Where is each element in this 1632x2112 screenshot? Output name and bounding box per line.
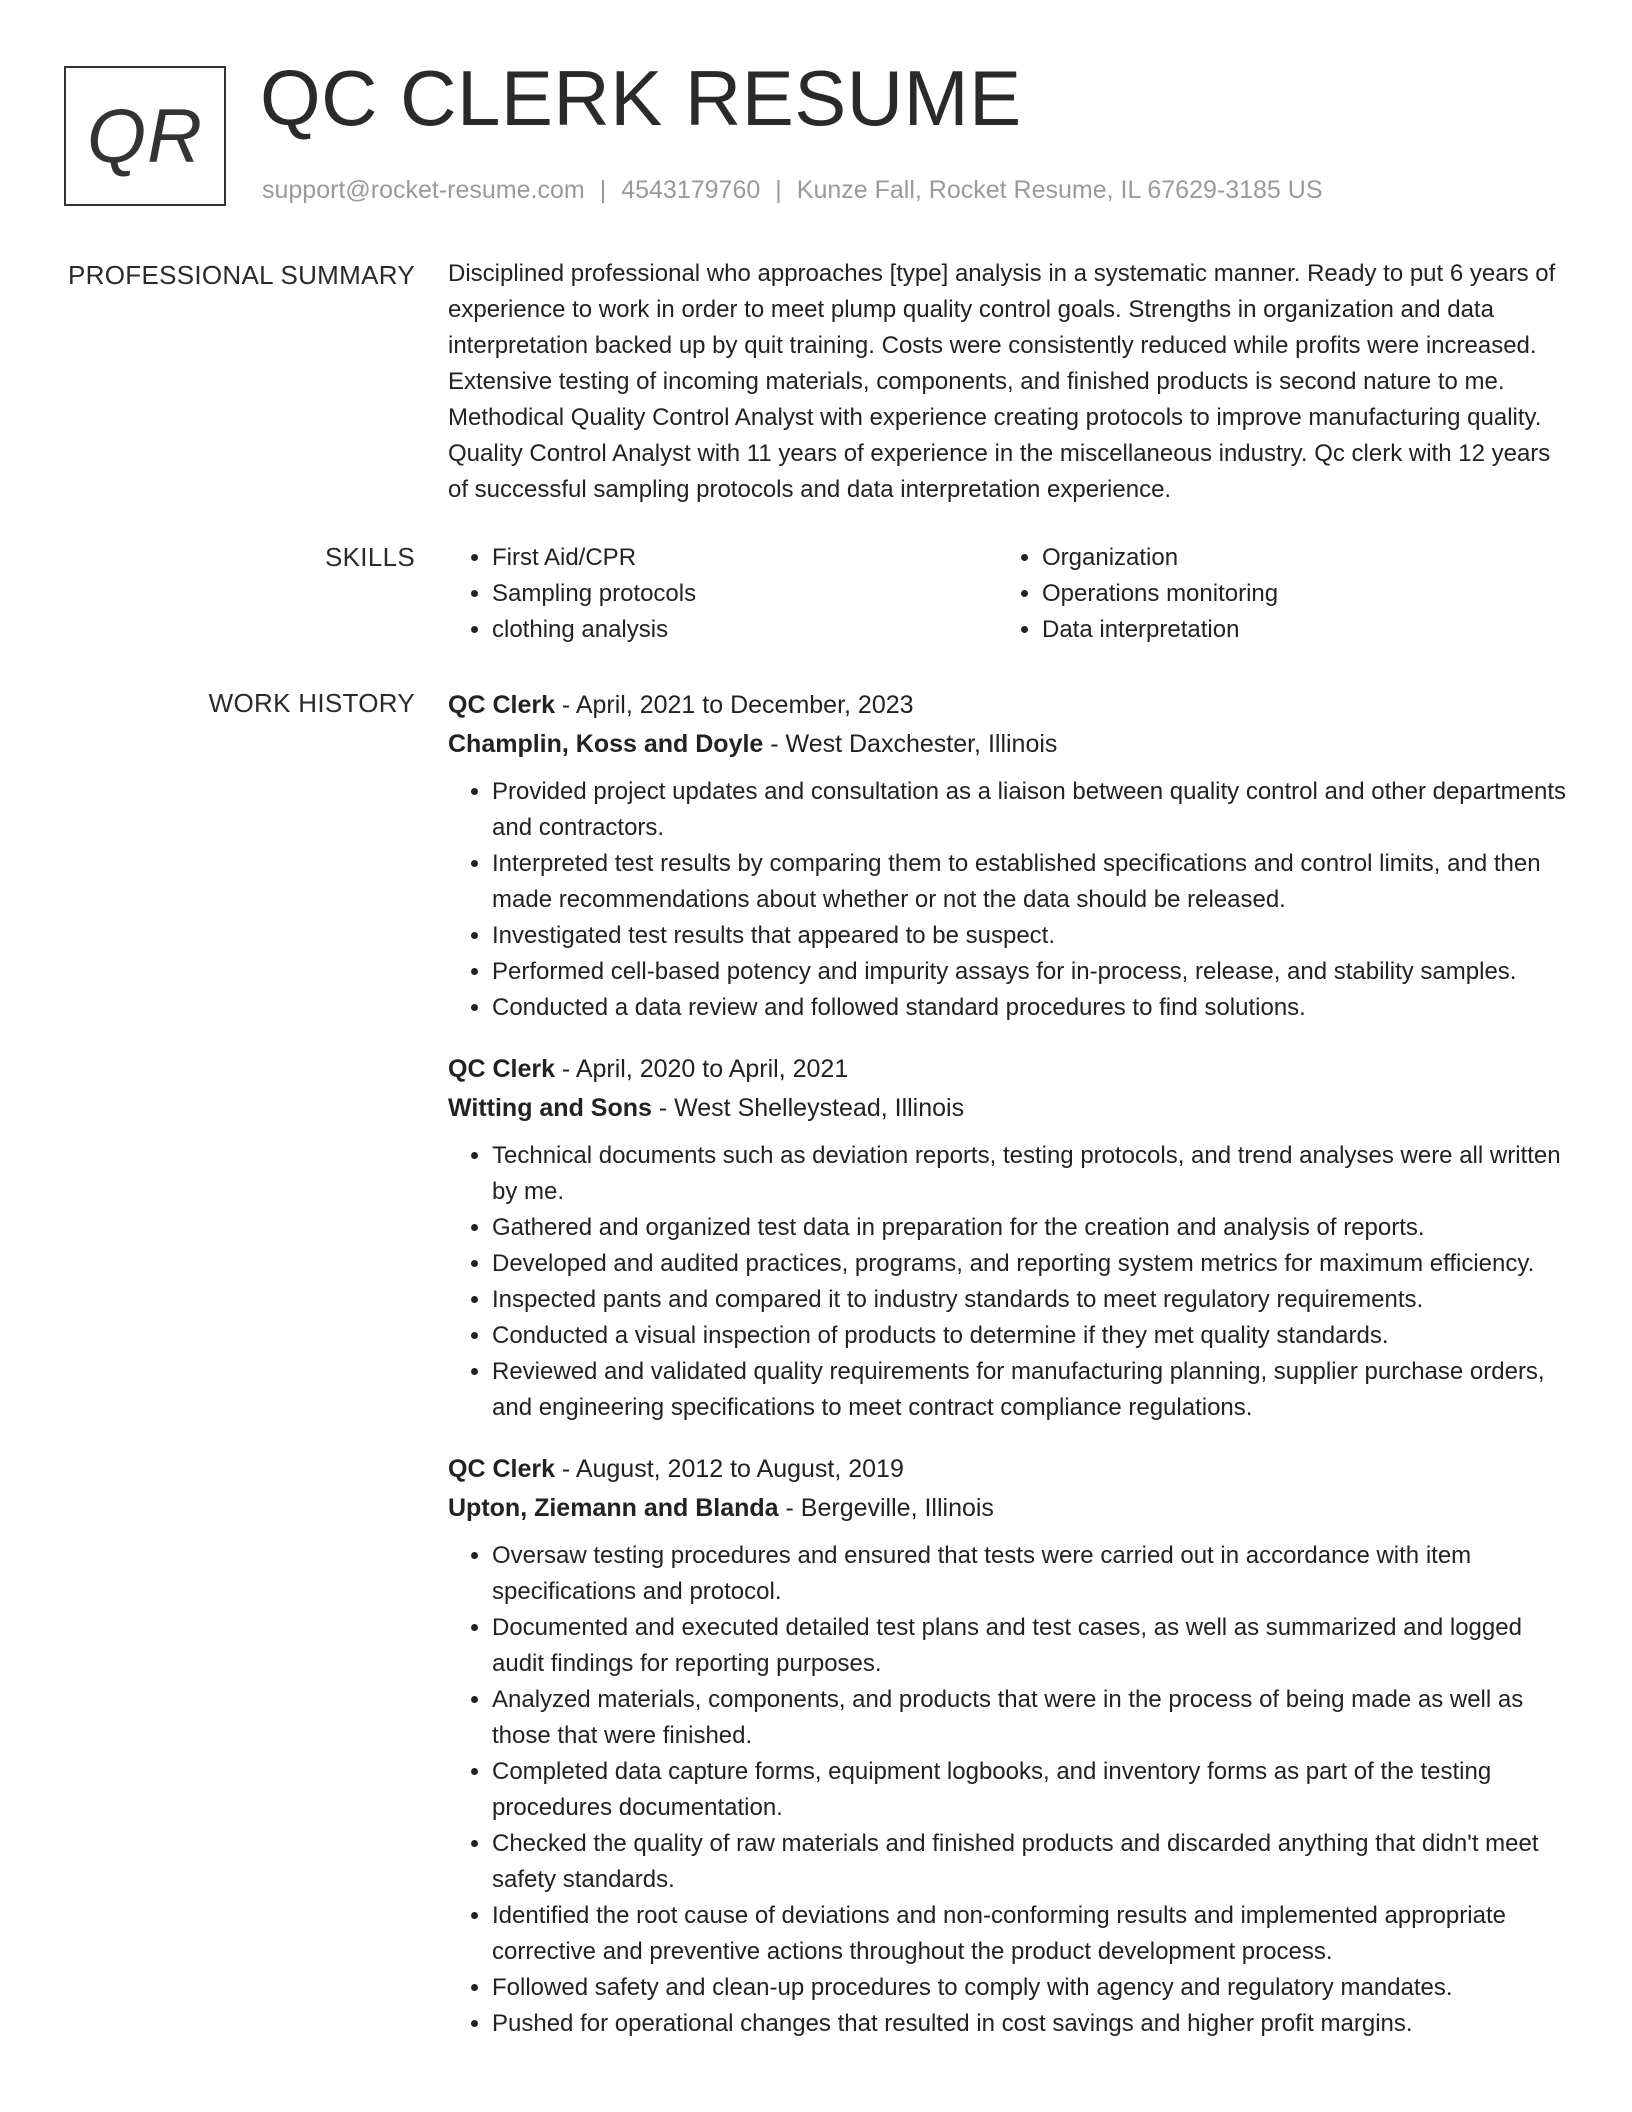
section-label-work-history: WORK HISTORY <box>208 688 415 718</box>
job-bullet: • Documented and executed detailed test plans and test cases, as well as summarized and logged audit findings for reporting purposes. <box>492 1610 1568 1682</box>
job-bullet: • Inspected pants and compared it to industry standards to meet regulatory requirements. <box>492 1282 1568 1318</box>
job-bullet: • Gathered and organized test data in preparation for the creation and analysis of reports. <box>492 1210 1568 1246</box>
job-bullets <box>448 1538 1568 2042</box>
job-bullet: • Followed safety and clean-up procedures to comply with agency and regulatory mandates. <box>492 1970 1568 2006</box>
job-company-line <box>448 724 1568 764</box>
skill-item: • Organization <box>1042 540 1548 576</box>
resume-title: QC CLERK RESUME <box>260 54 1022 142</box>
skill-item: • clothing analysis <box>492 612 998 648</box>
job-bullet: • Conducted a visual inspection of products to determine if they met quality standards. <box>492 1318 1568 1354</box>
job-bullet: • Identified the root cause of deviations and non-conforming results and implemented appropriate corrective and preventive actions throughout the product development process. <box>492 1898 1568 1970</box>
skill-item: • Data interpretation <box>1042 612 1548 648</box>
skills-columns <box>448 540 1568 648</box>
job-bullet: • Pushed for operational changes that resulted in cost savings and higher profit margins. <box>492 2006 1568 2042</box>
job-location: - West Shelleystead, Illinois <box>651 1094 965 1122</box>
job-title: QC Clerk <box>448 1455 555 1483</box>
job-title-line <box>448 686 1568 724</box>
job-bullet: • Reviewed and validated quality requirements for manufacturing planning, supplier purchase orders, and engineering specifications to meet contract compliance regulations. <box>492 1354 1568 1426</box>
job-dates: - April, 2021 to December, 2023 <box>554 691 914 719</box>
skill-item: • First Aid/CPR <box>492 540 998 576</box>
job-bullet: • Conducted a data review and followed standard procedures to find solutions. <box>492 990 1568 1026</box>
skill-item: • Sampling protocols <box>492 576 998 612</box>
job-company-line <box>448 1488 1568 1528</box>
contact-email: support@rocket-resume.com <box>262 176 585 204</box>
skills-list-right <box>998 540 1548 648</box>
job-bullets <box>448 1138 1568 1426</box>
job-entry <box>448 1050 1568 1426</box>
work-history-body <box>448 686 1568 2066</box>
contact-line <box>262 176 1323 205</box>
job-bullet: • Analyzed materials, components, and products that were in the process of being made as well as those that were finished. <box>492 1682 1568 1754</box>
job-company: Upton, Ziemann and Blanda <box>448 1494 779 1522</box>
section-label-summary: PROFESSIONAL SUMMARY <box>68 260 415 290</box>
job-location: - West Daxchester, Illinois <box>763 730 1058 758</box>
job-company: Witting and Sons <box>448 1094 652 1122</box>
job-bullet: • Provided project updates and consultation as a liaison between quality control and other departments and contractors. <box>492 774 1568 846</box>
job-title: QC Clerk <box>448 691 555 719</box>
skill-item: • Operations monitoring <box>1042 576 1548 612</box>
job-bullet: • Performed cell-based potency and impurity assays for in-process, release, and stability samples. <box>492 954 1568 990</box>
job-location: - Bergeville, Illinois <box>778 1494 994 1522</box>
job-bullets <box>448 774 1568 1026</box>
summary-body <box>448 256 1568 508</box>
job-company: Champlin, Koss and Doyle <box>448 730 764 758</box>
job-entry <box>448 686 1568 1026</box>
job-bullet: • Investigated test results that appeared to be suspect. <box>492 918 1568 954</box>
job-bullet: • Checked the quality of raw materials and finished products and discarded anything that didn't meet safety standards. <box>492 1826 1568 1898</box>
job-bullet: • Completed data capture forms, equipment logbooks, and inventory forms as part of the testing procedures documentation. <box>492 1754 1568 1826</box>
job-bullet: • Oversaw testing procedures and ensured that tests were carried out in accordance with item specifications and protocol. <box>492 1538 1568 1610</box>
summary-text: Disciplined professional who approaches [type] analysis in a systematic manner. Ready to put 6 years of experience to work in order to meet plump quality control goals. Strengths in organization and data interpretation backed up by quit training. Costs were consistently reduced while profits were increased. Extensive testing of incoming materials, components, and finished products is second nature to me. Methodical Quality Control Analyst with experience creating protocols to improve manufacturing quality. Quality Control Analyst with 11 years of experience in the miscellaneous industry. Qc clerk with 12 years of successful sampling protocols and data interpretation experience. <box>448 260 1556 503</box>
job-entry <box>448 1450 1568 2042</box>
section-label-skills: SKILLS <box>325 542 415 572</box>
monogram-logo: QR <box>64 66 226 206</box>
job-dates: - April, 2020 to April, 2021 <box>554 1055 849 1083</box>
skills-list-left <box>448 540 998 648</box>
job-title: QC Clerk <box>448 1055 555 1083</box>
job-bullet: • Interpreted test results by comparing them to established specifications and control limits, and then made recommendations about whether or not the data should be released. <box>492 846 1568 918</box>
job-title-line <box>448 1050 1568 1088</box>
contact-phone: 4543179760 <box>621 176 761 204</box>
skills-body <box>448 540 1568 648</box>
contact-separator: | <box>775 176 782 204</box>
job-company-line <box>448 1088 1568 1128</box>
contact-address: Kunze Fall, Rocket Resume, IL 67629-3185 US <box>796 176 1323 204</box>
job-bullet: • Developed and audited practices, programs, and reporting system metrics for maximum efficiency. <box>492 1246 1568 1282</box>
contact-separator: | <box>599 176 607 204</box>
job-bullet: • Technical documents such as deviation reports, testing protocols, and trend analyses were all written by me. <box>492 1138 1568 1210</box>
job-title-line <box>448 1450 1568 1488</box>
job-dates: - August, 2012 to August, 2019 <box>554 1455 904 1483</box>
